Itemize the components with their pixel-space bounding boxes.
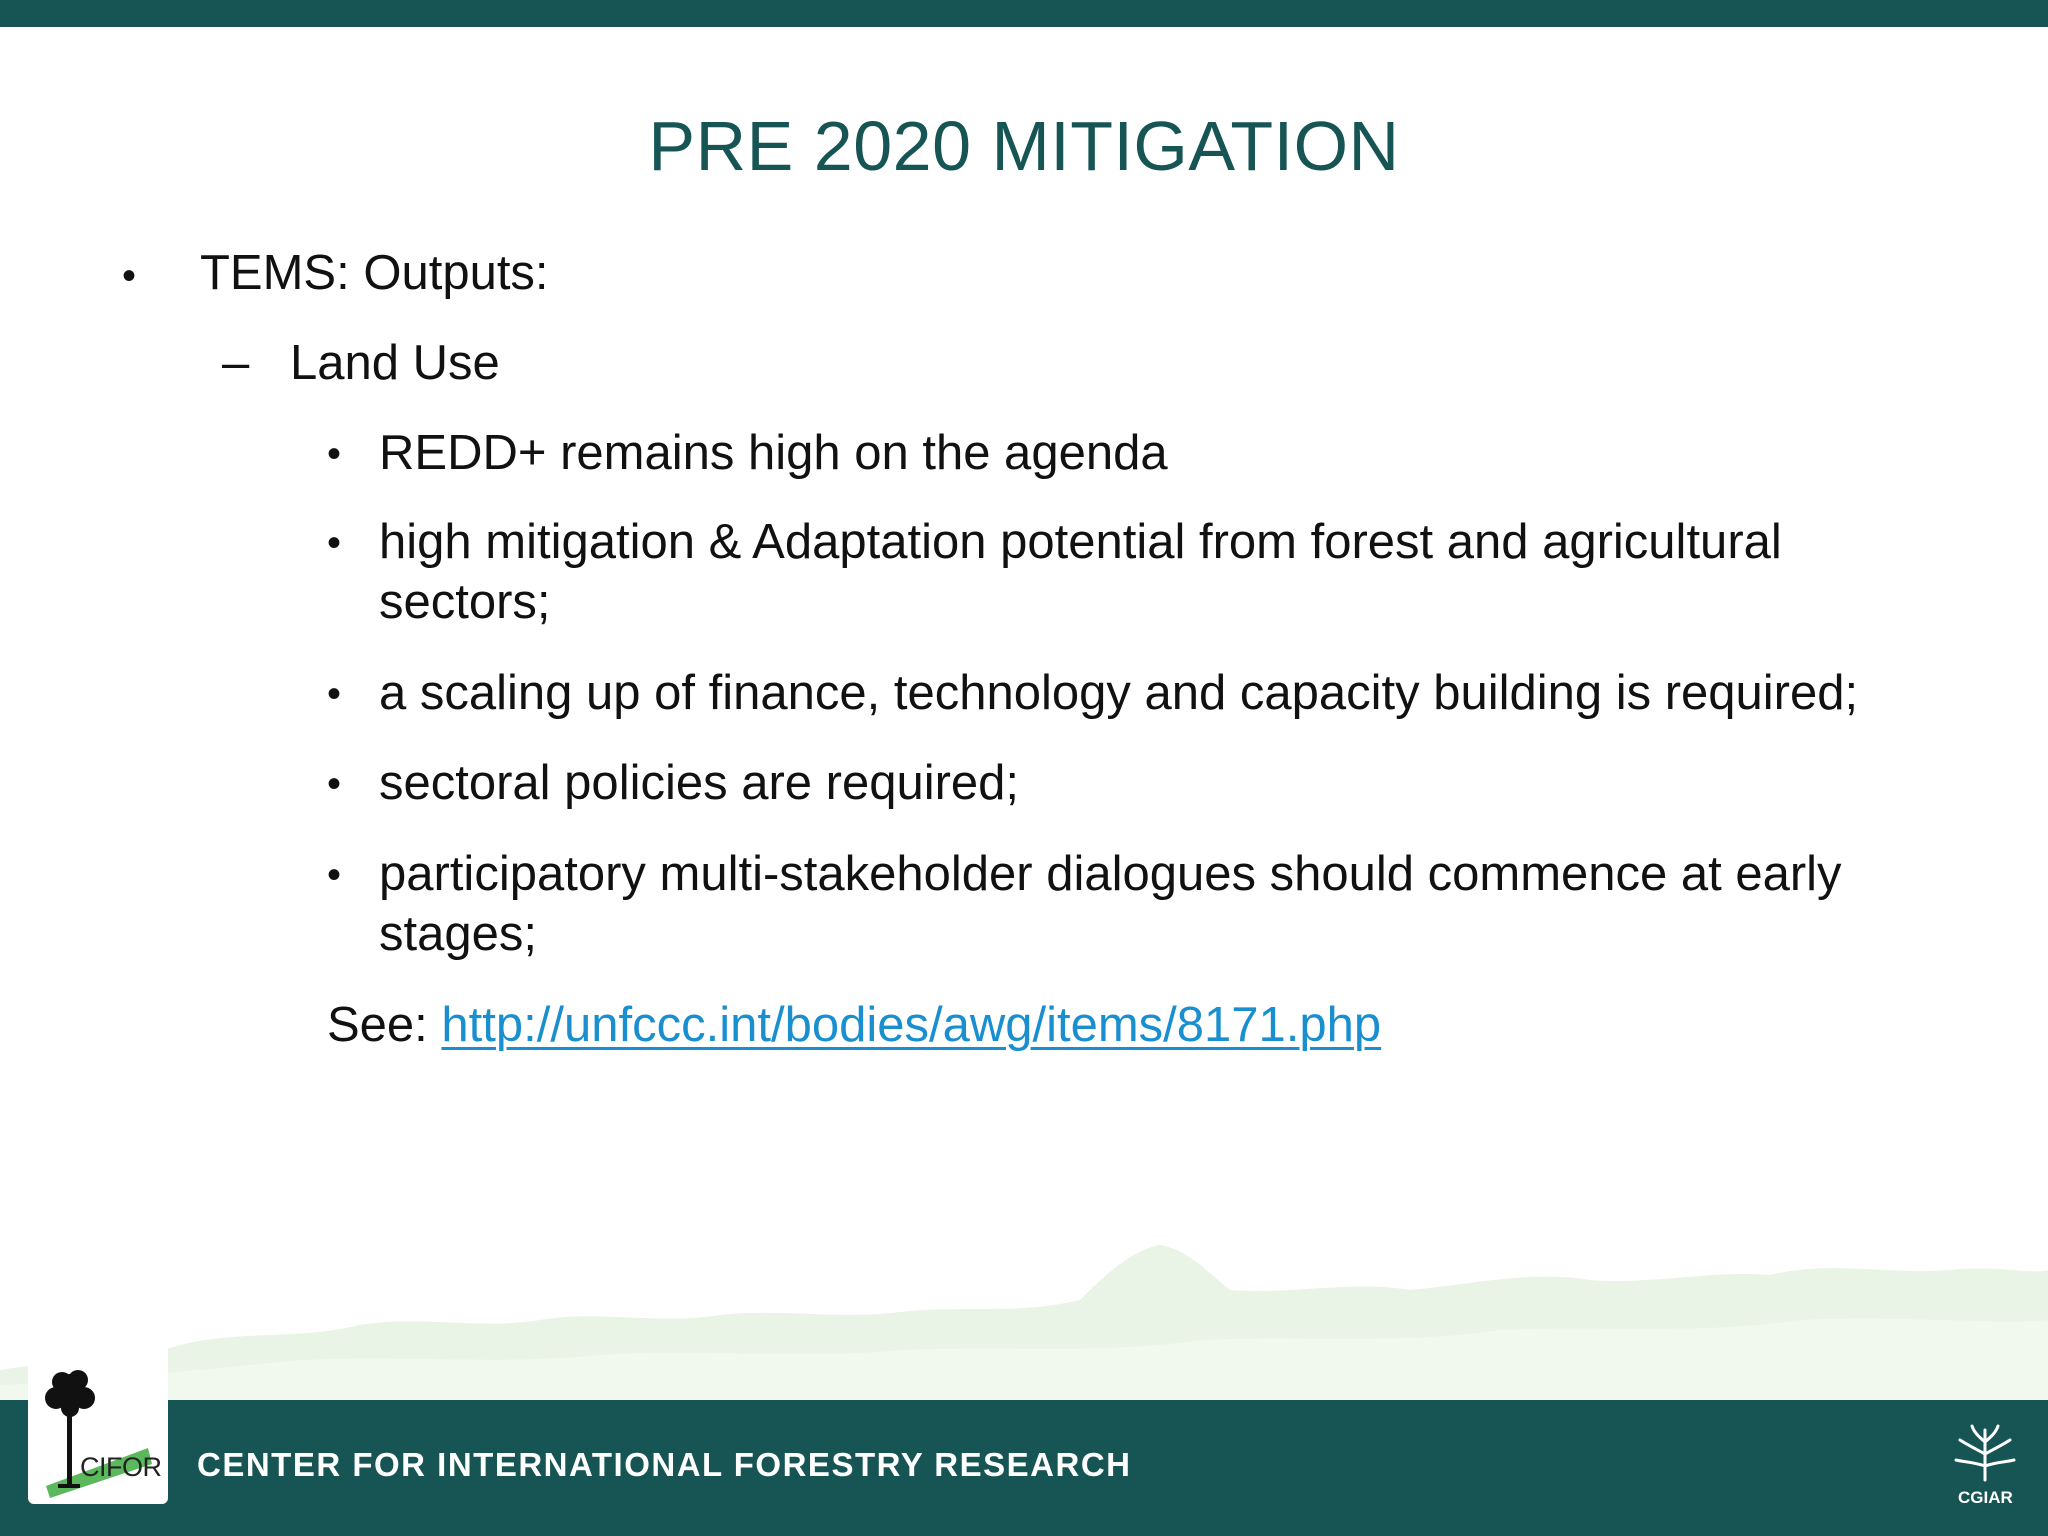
bullet-marker: • — [327, 672, 342, 716]
organization-name: CENTER FOR INTERNATIONAL FORESTRY RESEARCH — [197, 1446, 1132, 1483]
level2-item: Land Use — [290, 336, 500, 390]
reference-link[interactable]: http://unfccc.int/bodies/awg/items/8171.php — [441, 998, 1382, 1052]
bullet-marker: • — [327, 521, 342, 565]
list-item-1: REDD+ remains high on the agenda — [379, 426, 1168, 480]
list-item-4: sectoral policies are required; — [379, 756, 1020, 810]
top-accent-bar — [0, 0, 2048, 27]
list-item-5: participatory multi-stakeholder dialogues should commence at early — [379, 847, 1842, 901]
see-reference — [327, 995, 1381, 1055]
bullet-marker: • — [327, 762, 342, 806]
see-label: See: — [327, 998, 442, 1052]
list-item-2: high mitigation & Adaptation potential from forest and agricultural — [379, 515, 1782, 569]
bullet-marker: • — [122, 254, 137, 298]
level1-item: TEMS: Outputs: — [200, 246, 549, 300]
forest-silhouette-graphic — [0, 1220, 2048, 1400]
bullet-marker: • — [327, 853, 342, 897]
cgiar-wheat-icon — [1950, 1422, 2020, 1484]
list-item-5-cont: stages; — [379, 907, 537, 961]
bullet-marker: • — [327, 432, 342, 476]
cgiar-logo-text: CGIAR — [1958, 1488, 2013, 1507]
list-item-2-cont: sectors; — [379, 575, 551, 629]
list-item-3: a scaling up of finance, technology and capacity building is required; — [379, 666, 1859, 720]
slide-title: PRE 2020 MITIGATION — [648, 107, 1400, 185]
dash-marker: – — [222, 336, 250, 390]
cifor-logo-text: CIFOR — [80, 1452, 162, 1482]
